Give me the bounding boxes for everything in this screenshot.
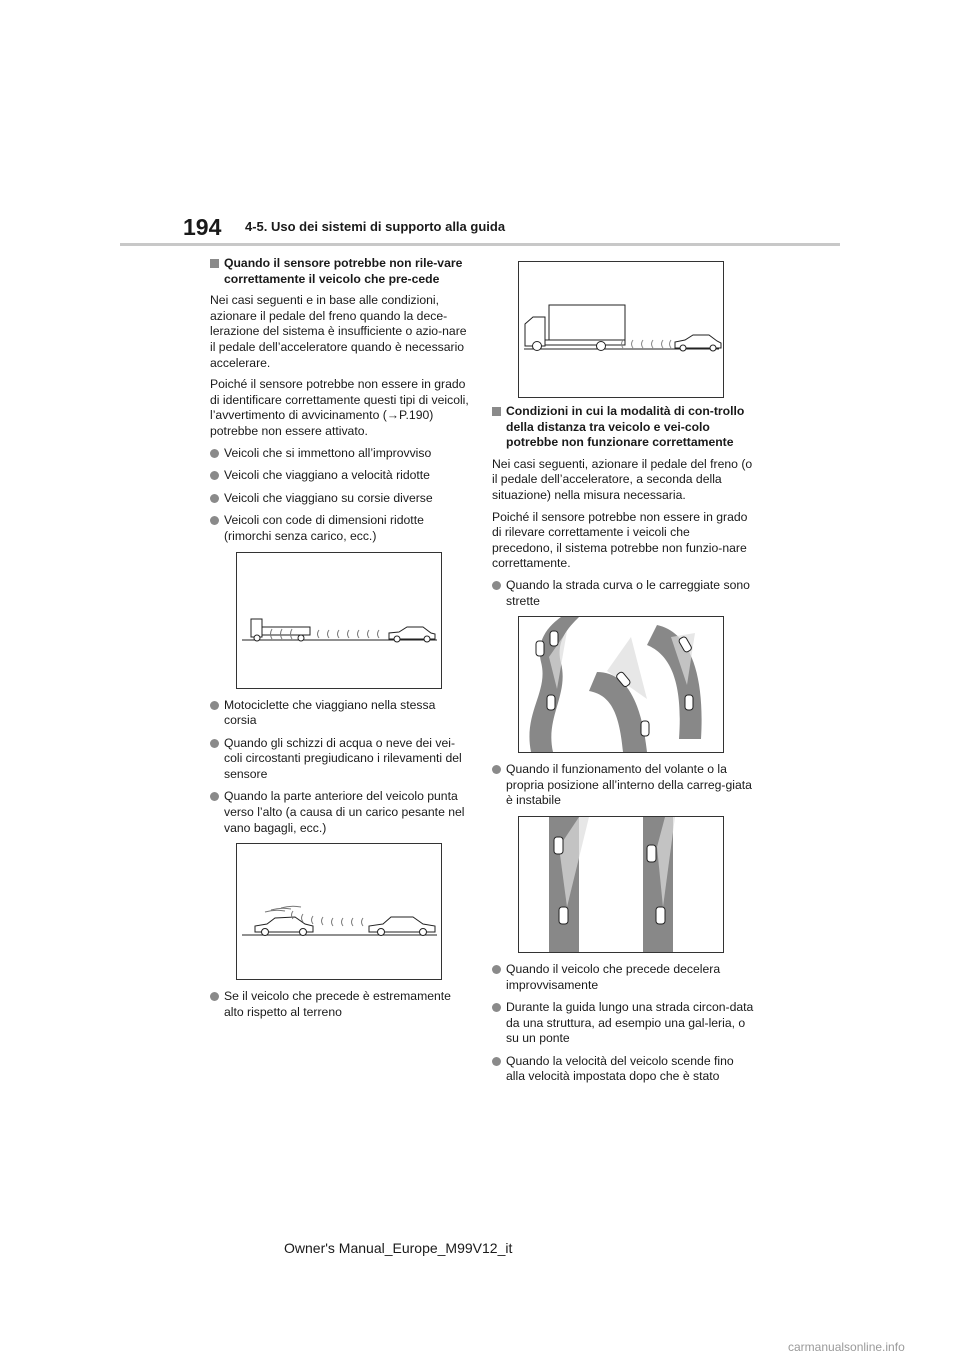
- section-title: 4-5. Uso dei sistemi di supporto alla guida: [245, 219, 506, 234]
- round-bullet-icon: [492, 1003, 501, 1012]
- bullet-item: Se il veicolo che precede è estremamente alto rispetto al terreno: [210, 989, 470, 1020]
- nose-up-car-illustration: [237, 844, 441, 979]
- trailer-truck-illustration: [237, 553, 441, 688]
- left-para-1: Nei casi seguenti e in base alle condizioni, azionare il pedale del freno quando la dece-lerazione del sistema è insufficiente o azio-nare il pedale dell’acceleratore quando è necessario accelerare.: [210, 293, 467, 370]
- bullet-item: Quando il funzionamento del volante o la propria posizione all’interno della carreg-giata è instabile: [492, 762, 754, 809]
- right-bullets-3: [492, 962, 754, 1085]
- right-para-2: Poiché il sensore potrebbe non essere in grado di rilevare correttamente i veicoli che precedono, il sistema potrebbe non funzio-nare correttamente.: [492, 509, 748, 571]
- footer-manual-id: Owner's Manual_Europe_M99V12_it: [284, 1240, 513, 1256]
- round-bullet-icon: [210, 471, 219, 480]
- right-heading: Condizioni in cui la modalità di con-trollo della distanza tra veicolo e vei-colo potrebbe non funzionare correttamente: [492, 404, 754, 451]
- figure-curved-roads: [518, 616, 724, 753]
- round-bullet-icon: [210, 449, 219, 458]
- left-para-2: Poiché il sensore potrebbe non essere in grado di identificare correttamente questi tipi di veicoli, l’avvertimento di avvicinamento (→P.190) potrebbe non essere attivato.: [210, 377, 469, 438]
- straight-lanes-illustration: [519, 817, 723, 952]
- bullet-item: Quando la strada curva o le carreggiate sono strette: [492, 578, 754, 609]
- curved-roads-illustration: [519, 617, 723, 752]
- high-truck-illustration: [519, 262, 723, 397]
- left-bullets-3: [210, 989, 470, 1020]
- square-bullet-icon: [492, 407, 501, 416]
- bullet-item: Quando gli schizzi di acqua o neve dei vei-coli circostanti pregiudicano i rilevamenti del sensore: [210, 736, 470, 783]
- figure-trailer-truck: [236, 552, 442, 689]
- round-bullet-icon: [492, 1057, 501, 1066]
- bullet-item: Veicoli con code di dimensioni ridotte (rimorchi senza carico, ecc.): [210, 513, 470, 544]
- round-bullet-icon: [492, 965, 501, 974]
- left-column: [210, 256, 470, 1027]
- header-rule: [120, 243, 840, 246]
- round-bullet-icon: [492, 765, 501, 774]
- round-bullet-icon: [210, 701, 219, 710]
- square-bullet-icon: [210, 259, 219, 268]
- round-bullet-icon: [210, 516, 219, 525]
- bullet-item: Quando il veicolo che precede decelera improvvisamente: [492, 962, 754, 993]
- bullet-item: Quando la velocità del veicolo scende fino alla velocità impostata dopo che è stato: [492, 1054, 754, 1085]
- bullet-item: Quando la parte anteriore del veicolo punta verso l’alto (a causa di un carico pesante nel vano bagagli, ecc.): [210, 789, 470, 836]
- bullet-item: Durante la guida lungo una strada circon-data da una struttura, ad esempio una gal-leria, o su un ponte: [492, 1000, 754, 1047]
- right-bullets-1: [492, 578, 754, 609]
- bullet-item: Veicoli che viaggiano a velocità ridotte: [210, 468, 470, 484]
- figure-straight-lanes: [518, 816, 724, 953]
- bullet-item: Motociclette che viaggiano nella stessa corsia: [210, 698, 470, 729]
- page-number: 194: [183, 214, 222, 240]
- figure-nose-up-car: [236, 843, 442, 980]
- left-bullets-2: [210, 698, 470, 837]
- figure-high-truck: [518, 261, 724, 398]
- bullet-item: Veicoli che si immettono all’improvviso: [210, 446, 470, 462]
- round-bullet-icon: [210, 494, 219, 503]
- bullet-item: Veicoli che viaggiano su corsie diverse: [210, 491, 470, 507]
- round-bullet-icon: [492, 581, 501, 590]
- right-para-1: Nei casi seguenti, azionare il pedale del freno (o il pedale dell’acceleratore, a seconda della situazione) nella misura necessaria.: [492, 456, 753, 502]
- round-bullet-icon: [210, 792, 219, 801]
- right-column: [492, 404, 754, 1092]
- watermark: carmanualsonline.info: [788, 1340, 905, 1354]
- round-bullet-icon: [210, 739, 219, 748]
- left-bullets-1: [210, 446, 470, 545]
- round-bullet-icon: [210, 992, 219, 1001]
- left-heading: Quando il sensore potrebbe non rile-vare correttamente il veicolo che pre-cede: [210, 256, 470, 287]
- right-bullets-2: [492, 762, 754, 809]
